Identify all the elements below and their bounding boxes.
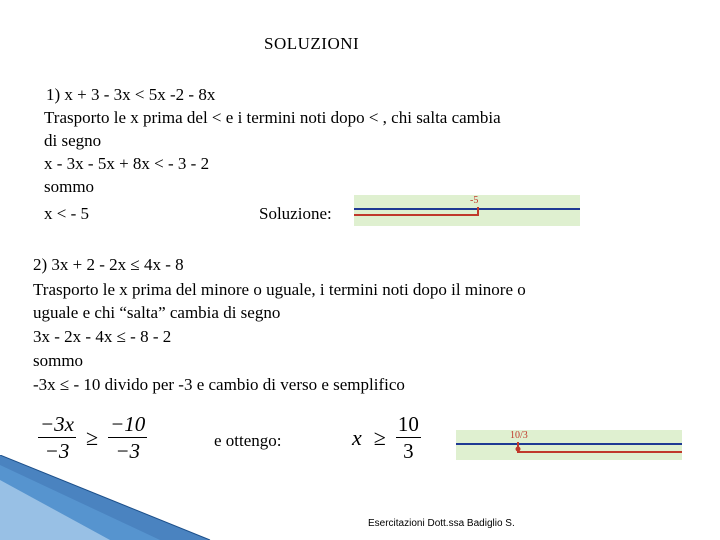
ex2-numberline xyxy=(456,430,682,460)
ex1-line-3: di segno xyxy=(44,131,102,150)
ex2-numberline-label: 10/3 xyxy=(510,430,528,441)
fraction-left-denominator: −3 xyxy=(44,439,70,463)
corner-decoration xyxy=(0,455,220,540)
ex1-numberline xyxy=(354,195,580,226)
fraction-left-numerator: −3x xyxy=(40,412,74,436)
ex1-line-1: 1) x + 3 - 3x < 5x -2 - 8x xyxy=(46,85,216,104)
ex1-solution-label: Soluzione: xyxy=(259,204,332,223)
ex2-line-4: 3x - 2x - 4x ≤ - 8 - 2 xyxy=(33,327,172,346)
ex1-numberline-label: -5 xyxy=(470,195,479,206)
ex2-inequality-formula xyxy=(38,412,147,463)
relation-geq: ≥ xyxy=(86,424,99,450)
ex2-line-3: uguale e chi “salta” cambia di segno xyxy=(33,303,281,322)
fraction-right-denominator: −3 xyxy=(115,439,140,463)
ex2-line-5: sommo xyxy=(33,351,84,370)
ex1-line-6: x < - 5 xyxy=(44,204,89,223)
footer-credit: Esercitazioni Dott.ssa Badiglio S. xyxy=(368,518,515,529)
fraction-result-numerator: 10 xyxy=(397,412,419,436)
ex2-result-formula xyxy=(350,412,421,463)
ex1-line-4: x - 3x - 5x + 8x < - 3 - 2 xyxy=(44,154,210,173)
relation-geq-result: ≥ xyxy=(373,424,386,450)
fraction-left xyxy=(38,412,76,463)
fraction-right xyxy=(108,412,147,463)
fraction-right-numerator: −10 xyxy=(110,412,146,436)
ex2-line-6: -3x ≤ - 10 divido per -3 e cambio di verso e semplifico xyxy=(33,375,405,394)
ex1-line-2: Trasporto le x prima del < e i termini noti dopo < , chi salta cambia xyxy=(44,108,501,127)
ex2-line-2: Trasporto le x prima del minore o uguale, i termini noti dopo il minore o xyxy=(33,280,526,299)
page-title: SOLUZIONI xyxy=(264,34,360,53)
result-variable: x xyxy=(352,424,362,450)
ex1-line-5: sommo xyxy=(44,177,95,196)
ex2-line-1: 2) 3x + 2 - 2x ≤ 4x - 8 xyxy=(33,255,184,274)
fraction-result-denominator: 3 xyxy=(403,439,414,463)
fraction-result xyxy=(396,412,421,463)
ex2-obtain-label: e ottengo: xyxy=(214,431,282,450)
